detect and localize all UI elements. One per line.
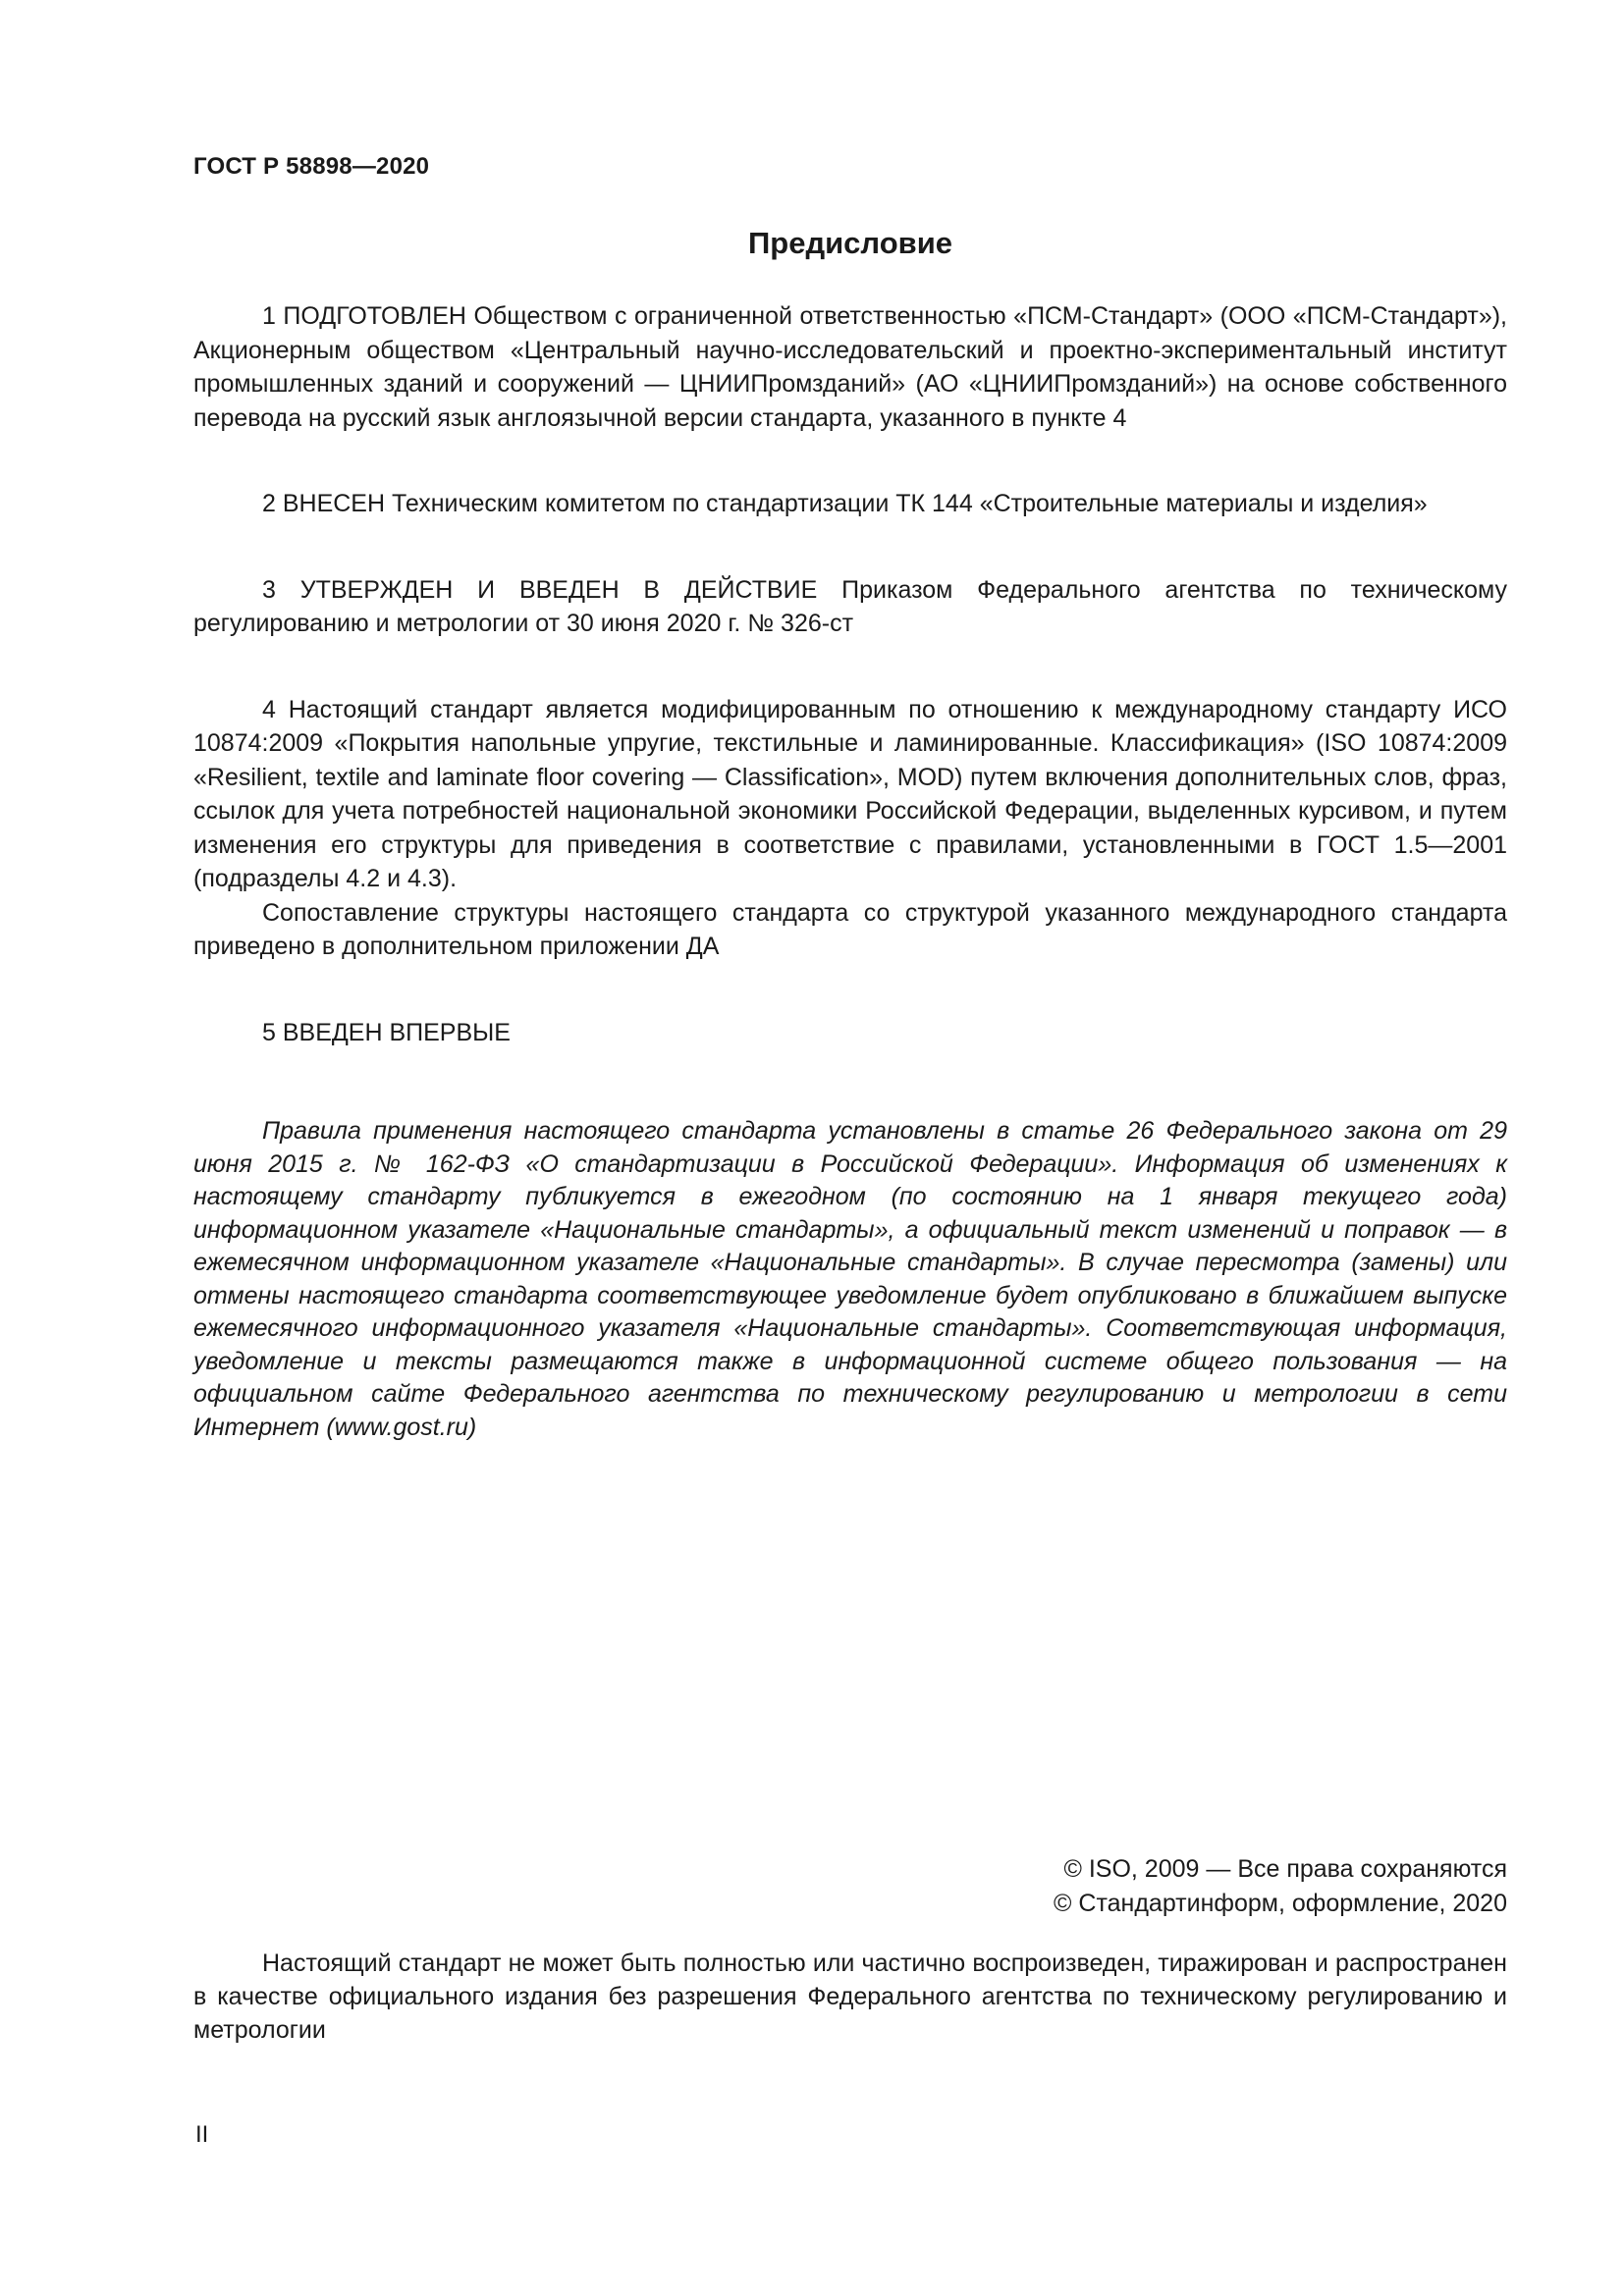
copyright-iso: © ISO, 2009 — Все права сохраняются (1063, 1855, 1507, 1883)
preface-body (193, 299, 1507, 1049)
preface-item-5: 5 ВВЕДЕН ВПЕРВЫЕ (262, 1018, 511, 1046)
preface-item-4: 4 Настоящий стандарт является модифицированным по отношению к международному стандарту ИСО 10874:2009 «Покрытия напольные упругие, текстильные и ламинированные. Классификация» (ISO 10874:2009 «Resilient, textile and laminate floor covering — Classification», MOD) путем включения дополнительных слов, фраз, ссылок для учета потребностей национальной экономики Российской Федерации, выделенных курсивом, и путем изменения его структуры для приведения в соответствие с правилами, установленными в ГОСТ 1.5—2001 (подразделы 4.2 и 4.3). (193, 695, 1507, 892)
preface-item-4-comparison: Сопоставление структуры настоящего стандарта со структурой указанного международного стандарта приведено в дополнительном приложении ДА (193, 898, 1507, 960)
rules-notice-text: Правила применения настоящего стандарта установлены в статье 26 Федерального закона от 29 июня 2015 г. № 162-ФЗ «О стандартизации в Российской Федерации». Информация об изменениях к настоящему стандарту публикуется в ежегодном (по состоянию на 1 января текущего года) информационном указателе «Национальные стандарты», а официальный текст изменений и поправок — в ежемесячном информационном указателе «Национальные стандарты». В случае пересмотра (замены) или отмены настоящего стандарта соответствующее уведомление будет опубликовано в ближайшем выпуске ежемесячного информационного указателя «Национальные стандарты». Соответствующая информация, уведомление и тексты размещаются также в информационной системе общего пользования — на официальном сайте Федерального агентства по техническому регулированию и метрологии в сети Интернет (www.gost.ru) (193, 1117, 1507, 1441)
page-number: II (195, 2121, 209, 2148)
rules-notice (193, 1115, 1507, 1444)
page-title: Предисловие (747, 226, 952, 260)
preface-item-2: 2 ВНЕСЕН Техническим комитетом по стандартизации ТК 144 «Строительные материалы и изделия» (262, 490, 1428, 517)
reproduction-notice (193, 1947, 1507, 2047)
copyright-block (1054, 1852, 1507, 1921)
copyright-standartinform: © Стандартинформ, оформление, 2020 (1054, 1890, 1507, 1917)
reproduction-notice-text: Настоящий стандарт не может быть полностью или частично воспроизведен, тиражирован и распространен в качестве официального издания без разрешения Федерального агентства по техническому регулированию и метрологии (193, 1949, 1507, 2044)
preface-item-3: 3 УТВЕРЖДЕН И ВВЕДЕН В ДЕЙСТВИЕ Приказом Федерального агентства по техническому регулированию и метрологии от 30 июня 2020 г. № 326-ст (193, 575, 1507, 637)
document-code-header: ГОСТ Р 58898—2020 (193, 153, 430, 180)
preface-item-1: 1 ПОДГОТОВЛЕН Обществом с ограниченной ответственностью «ПСМ-Стандарт» (ООО «ПСМ-Стандарт»), Акционерным обществом «Центральный научно-исследовательский и проектно-экспериментальный институт промышленных зданий и сооружений — ЦНИИПромзданий» (АО «ЦНИИПромзданий») на основе собственного перевода на русский язык англоязычной версии стандарта, указанного в пункте 4 (193, 302, 1507, 432)
